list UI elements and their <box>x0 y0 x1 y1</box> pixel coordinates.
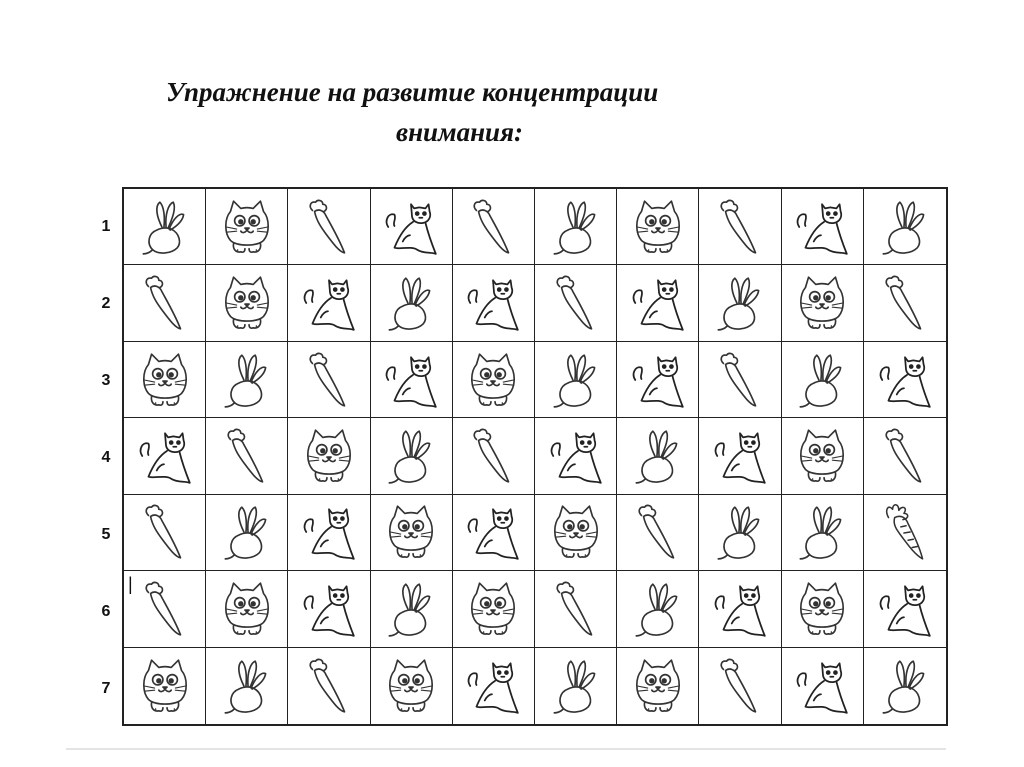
grid-cell <box>124 189 206 265</box>
cat-sitting-icon <box>874 349 936 411</box>
title-line-1: Упражнение на развитие концентрации <box>166 77 659 107</box>
row-label-2: 2 <box>101 295 111 312</box>
cat-face-icon <box>380 501 442 563</box>
grid-cell <box>288 495 370 571</box>
picture-grid <box>122 187 948 726</box>
beet-icon <box>874 196 936 258</box>
cat-sitting-icon <box>380 196 442 258</box>
grid-cell <box>864 648 946 724</box>
carrot-detailed-icon <box>874 501 936 563</box>
row-label-6: 6 <box>101 603 111 620</box>
beet-icon <box>791 349 853 411</box>
carrot-icon <box>545 578 607 640</box>
beet-icon <box>380 425 442 487</box>
cat-face-icon <box>627 196 689 258</box>
grid-cell <box>864 265 946 341</box>
cat-sitting-icon <box>134 425 196 487</box>
grid-cell <box>206 342 288 418</box>
grid-cell <box>782 418 864 494</box>
grid-cell <box>453 495 535 571</box>
grid-cell <box>699 265 781 341</box>
grid-cell <box>206 648 288 724</box>
carrot-icon <box>134 501 196 563</box>
row-label-3: 3 <box>101 372 111 389</box>
grid-cell <box>617 265 699 341</box>
grid-cell <box>864 571 946 647</box>
cat-face-icon <box>380 655 442 717</box>
cat-sitting-icon <box>462 272 524 334</box>
cat-sitting-icon <box>298 501 360 563</box>
grid-cell <box>288 189 370 265</box>
grid-cell <box>288 571 370 647</box>
grid-cell <box>699 342 781 418</box>
beet-icon <box>216 349 278 411</box>
cat-sitting-icon <box>298 578 360 640</box>
grid-cell <box>782 265 864 341</box>
grid-cell <box>617 648 699 724</box>
carrot-icon <box>462 425 524 487</box>
grid-cell <box>453 648 535 724</box>
grid-cell <box>535 418 617 494</box>
row-label-1: 1 <box>101 218 111 235</box>
grid-cell <box>371 189 453 265</box>
row-label-4: 4 <box>101 449 111 466</box>
cat-face-icon <box>462 349 524 411</box>
cat-sitting-icon <box>298 272 360 334</box>
row-label-7: 7 <box>101 680 111 697</box>
cat-face-icon <box>791 425 853 487</box>
carrot-icon <box>298 655 360 717</box>
grid-cell <box>617 571 699 647</box>
beet-icon <box>709 272 771 334</box>
carrot-icon <box>298 349 360 411</box>
beet-icon <box>874 655 936 717</box>
cat-sitting-icon <box>627 272 689 334</box>
grid-cell <box>206 418 288 494</box>
cat-sitting-icon <box>545 425 607 487</box>
grid-cell <box>699 571 781 647</box>
grid-cell <box>453 189 535 265</box>
grid-cell <box>864 495 946 571</box>
grid-cell <box>864 342 946 418</box>
beet-icon <box>380 272 442 334</box>
cat-face-icon <box>216 272 278 334</box>
carrot-icon <box>709 349 771 411</box>
grid-cell <box>617 418 699 494</box>
carrot-icon <box>874 272 936 334</box>
carrot-icon <box>627 501 689 563</box>
beet-icon <box>134 196 196 258</box>
grid-cell <box>782 571 864 647</box>
grid-cell <box>206 571 288 647</box>
grid-cell <box>617 495 699 571</box>
cat-sitting-icon <box>380 349 442 411</box>
carrot-icon <box>545 272 607 334</box>
carrot-icon <box>298 196 360 258</box>
carrot-icon <box>134 272 196 334</box>
grid-cell <box>124 342 206 418</box>
beet-icon <box>380 578 442 640</box>
grid-cell <box>699 418 781 494</box>
grid-cell <box>453 265 535 341</box>
grid-cell <box>864 418 946 494</box>
cat-face-icon <box>134 349 196 411</box>
cat-face-icon <box>791 578 853 640</box>
grid-cell <box>206 495 288 571</box>
grid-cell <box>453 571 535 647</box>
grid-cell <box>124 265 206 341</box>
stray-mark: | <box>128 574 133 594</box>
grid-cell <box>288 418 370 494</box>
grid-cell <box>371 648 453 724</box>
cat-face-icon <box>545 501 607 563</box>
grid-cell <box>535 265 617 341</box>
cat-sitting-icon <box>791 196 853 258</box>
grid-cell <box>371 418 453 494</box>
grid-cell <box>206 189 288 265</box>
grid-cell <box>206 265 288 341</box>
cat-face-icon <box>298 425 360 487</box>
grid-cell <box>124 571 206 647</box>
cat-sitting-icon <box>709 425 771 487</box>
beet-icon <box>545 655 607 717</box>
grid-cell <box>288 265 370 341</box>
carrot-icon <box>874 425 936 487</box>
row-label-5: 5 <box>101 526 111 543</box>
cat-sitting-icon <box>791 655 853 717</box>
beet-icon <box>216 501 278 563</box>
grid-cell <box>864 189 946 265</box>
carrot-icon <box>709 655 771 717</box>
cat-sitting-icon <box>462 501 524 563</box>
cat-sitting-icon <box>874 578 936 640</box>
grid-cell <box>371 265 453 341</box>
grid-cell <box>371 342 453 418</box>
footer-divider <box>66 748 946 750</box>
cat-face-icon <box>216 578 278 640</box>
cat-sitting-icon <box>709 578 771 640</box>
carrot-icon <box>462 196 524 258</box>
beet-icon <box>216 655 278 717</box>
cat-face-icon <box>791 272 853 334</box>
grid-cell <box>535 571 617 647</box>
grid-cell <box>782 648 864 724</box>
grid-cell <box>535 495 617 571</box>
carrot-icon <box>709 196 771 258</box>
grid-cell <box>782 342 864 418</box>
grid-cell <box>699 189 781 265</box>
beet-icon <box>709 501 771 563</box>
title-line-2: внимания: <box>396 117 523 147</box>
cat-face-icon <box>462 578 524 640</box>
grid-cell <box>288 648 370 724</box>
grid-cell <box>371 495 453 571</box>
beet-icon <box>545 196 607 258</box>
grid-cell <box>288 342 370 418</box>
beet-icon <box>627 578 689 640</box>
cat-face-icon <box>216 196 278 258</box>
grid-cell <box>124 418 206 494</box>
grid-cell <box>535 189 617 265</box>
grid-cell <box>617 189 699 265</box>
grid-cell <box>453 342 535 418</box>
carrot-icon <box>216 425 278 487</box>
grid-cell <box>782 495 864 571</box>
grid-cell <box>124 495 206 571</box>
cat-face-icon <box>134 655 196 717</box>
grid-cell <box>535 342 617 418</box>
carrot-icon <box>134 578 196 640</box>
grid-cell <box>371 571 453 647</box>
grid-cell <box>617 342 699 418</box>
beet-icon <box>545 349 607 411</box>
grid-cell <box>699 495 781 571</box>
cat-face-icon <box>627 655 689 717</box>
grid-cell <box>124 648 206 724</box>
grid-cell <box>699 648 781 724</box>
beet-icon <box>791 501 853 563</box>
beet-icon <box>627 425 689 487</box>
grid-cell <box>535 648 617 724</box>
cat-sitting-icon <box>627 349 689 411</box>
cat-sitting-icon <box>462 655 524 717</box>
grid-cell <box>453 418 535 494</box>
grid-cell <box>782 189 864 265</box>
